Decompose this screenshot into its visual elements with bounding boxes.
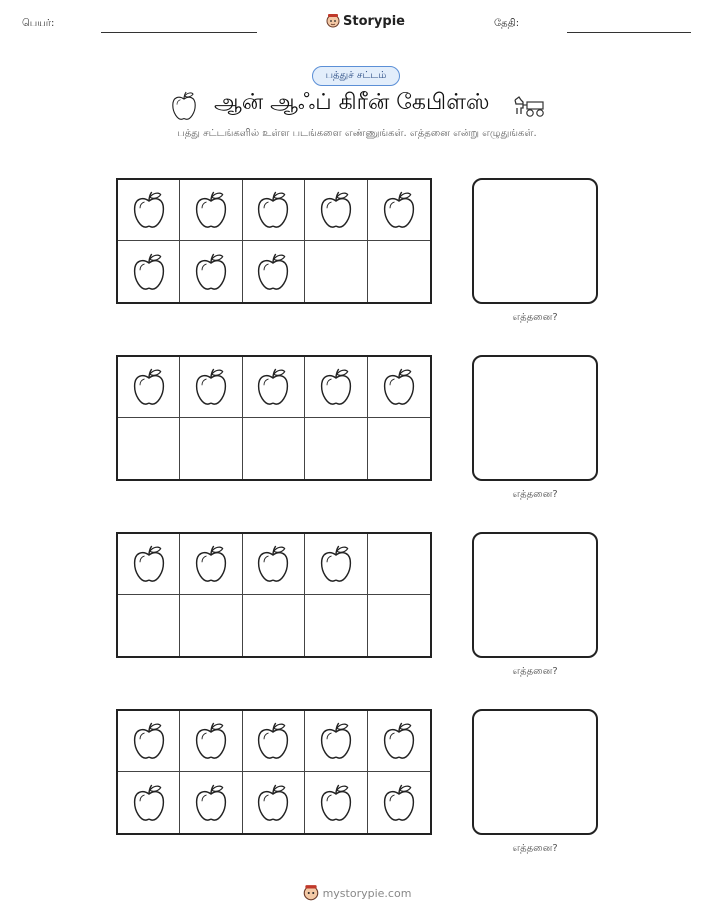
apple-icon: [381, 367, 417, 407]
brand-logo: [326, 13, 405, 29]
apple-icon: [193, 190, 229, 230]
frame-cell: [243, 418, 305, 479]
footer: [0, 884, 714, 902]
brand-name: Storypie: [343, 13, 405, 29]
frame-cell: [305, 772, 367, 833]
frame-cell: [368, 241, 430, 302]
title-row: [0, 90, 714, 124]
frame-cell: [305, 595, 367, 656]
frame-cell: [243, 595, 305, 656]
frame-cell: [180, 180, 242, 241]
frame-cell: [180, 711, 242, 772]
frame-cell: [368, 595, 430, 656]
answer-box-2[interactable]: [472, 355, 598, 481]
apple-icon: [131, 190, 167, 230]
frame-cell: [243, 711, 305, 772]
ten-frame-4: [116, 709, 432, 835]
ten-frame-1: [116, 178, 432, 304]
frame-cell: [305, 241, 367, 302]
answer-box-1[interactable]: [472, 178, 598, 304]
storypie-mascot-icon: [303, 884, 319, 902]
answer-label-2: எத்தனை?: [512, 489, 558, 500]
frame-cell: [243, 534, 305, 595]
apple-icon: [193, 367, 229, 407]
apple-icon: [318, 783, 354, 823]
worksheet-type-badge: பத்துச் சட்டம்: [312, 66, 400, 86]
frame-cell: [243, 357, 305, 418]
apple-icon: [318, 367, 354, 407]
frame-cell: [118, 241, 180, 302]
apple-icon: [381, 783, 417, 823]
answer-box-4[interactable]: [472, 709, 598, 835]
apple-icon: [131, 783, 167, 823]
apple-icon: [381, 190, 417, 230]
name-label: பெயர்:: [22, 18, 55, 29]
frame-cell: [368, 418, 430, 479]
apple-icon: [255, 252, 291, 292]
apple-icon: [193, 721, 229, 761]
name-line[interactable]: [101, 32, 257, 33]
answer-box-3[interactable]: [472, 532, 598, 658]
page-title: ஆன் ஆஃப் கிரீன் கேபிள்ஸ்: [214, 90, 490, 115]
frame-cell: [118, 418, 180, 479]
frame-cell: [305, 180, 367, 241]
frame-cell: [180, 534, 242, 595]
apple-icon: [193, 544, 229, 584]
frame-cell: [118, 711, 180, 772]
frame-cell: [368, 711, 430, 772]
frame-cell: [180, 418, 242, 479]
frame-cell: [368, 357, 430, 418]
apple-icon: [255, 783, 291, 823]
apple-icon: [318, 721, 354, 761]
ten-frame-3: [116, 532, 432, 658]
frame-cell: [368, 180, 430, 241]
frame-cell: [180, 357, 242, 418]
ten-frame-2: [116, 355, 432, 481]
frame-cell: [305, 418, 367, 479]
frame-cell: [118, 180, 180, 241]
frame-cell: [243, 180, 305, 241]
apple-icon: [255, 544, 291, 584]
frame-cell: [305, 357, 367, 418]
frame-cell: [180, 241, 242, 302]
frame-cell: [118, 534, 180, 595]
footer-url[interactable]: mystorypie.com: [322, 886, 412, 900]
apple-icon: [131, 367, 167, 407]
apple-icon: [193, 783, 229, 823]
frame-cell: [243, 241, 305, 302]
frame-cell: [368, 772, 430, 833]
apple-icon: [131, 721, 167, 761]
apple-icon: [255, 190, 291, 230]
instructions: பத்து சட்டங்களில் உள்ள படங்களை எண்ணுங்கள். எத்தனை என்று எழுதுங்கள்.: [177, 128, 537, 139]
apple-icon: [381, 721, 417, 761]
frame-cell: [305, 711, 367, 772]
frame-cell: [305, 534, 367, 595]
apple-icon: [193, 252, 229, 292]
apple-icon: [318, 544, 354, 584]
date-line[interactable]: [567, 32, 691, 33]
frame-cell: [118, 772, 180, 833]
horse-carriage-icon: [512, 94, 546, 118]
apple-icon: [255, 367, 291, 407]
apple-icon: [131, 252, 167, 292]
answer-label-3: எத்தனை?: [512, 666, 558, 677]
apple-icon: [170, 90, 198, 122]
frame-cell: [180, 772, 242, 833]
apple-icon: [255, 721, 291, 761]
frame-cell: [118, 595, 180, 656]
apple-icon: [131, 544, 167, 584]
frame-cell: [243, 772, 305, 833]
frame-cell: [180, 595, 242, 656]
apple-icon: [318, 190, 354, 230]
date-label: தேதி:: [494, 18, 520, 29]
answer-label-4: எத்தனை?: [512, 843, 558, 854]
storypie-mascot-icon: [326, 13, 340, 29]
frame-cell: [118, 357, 180, 418]
frame-cell: [368, 534, 430, 595]
answer-label-1: எத்தனை?: [512, 312, 558, 323]
